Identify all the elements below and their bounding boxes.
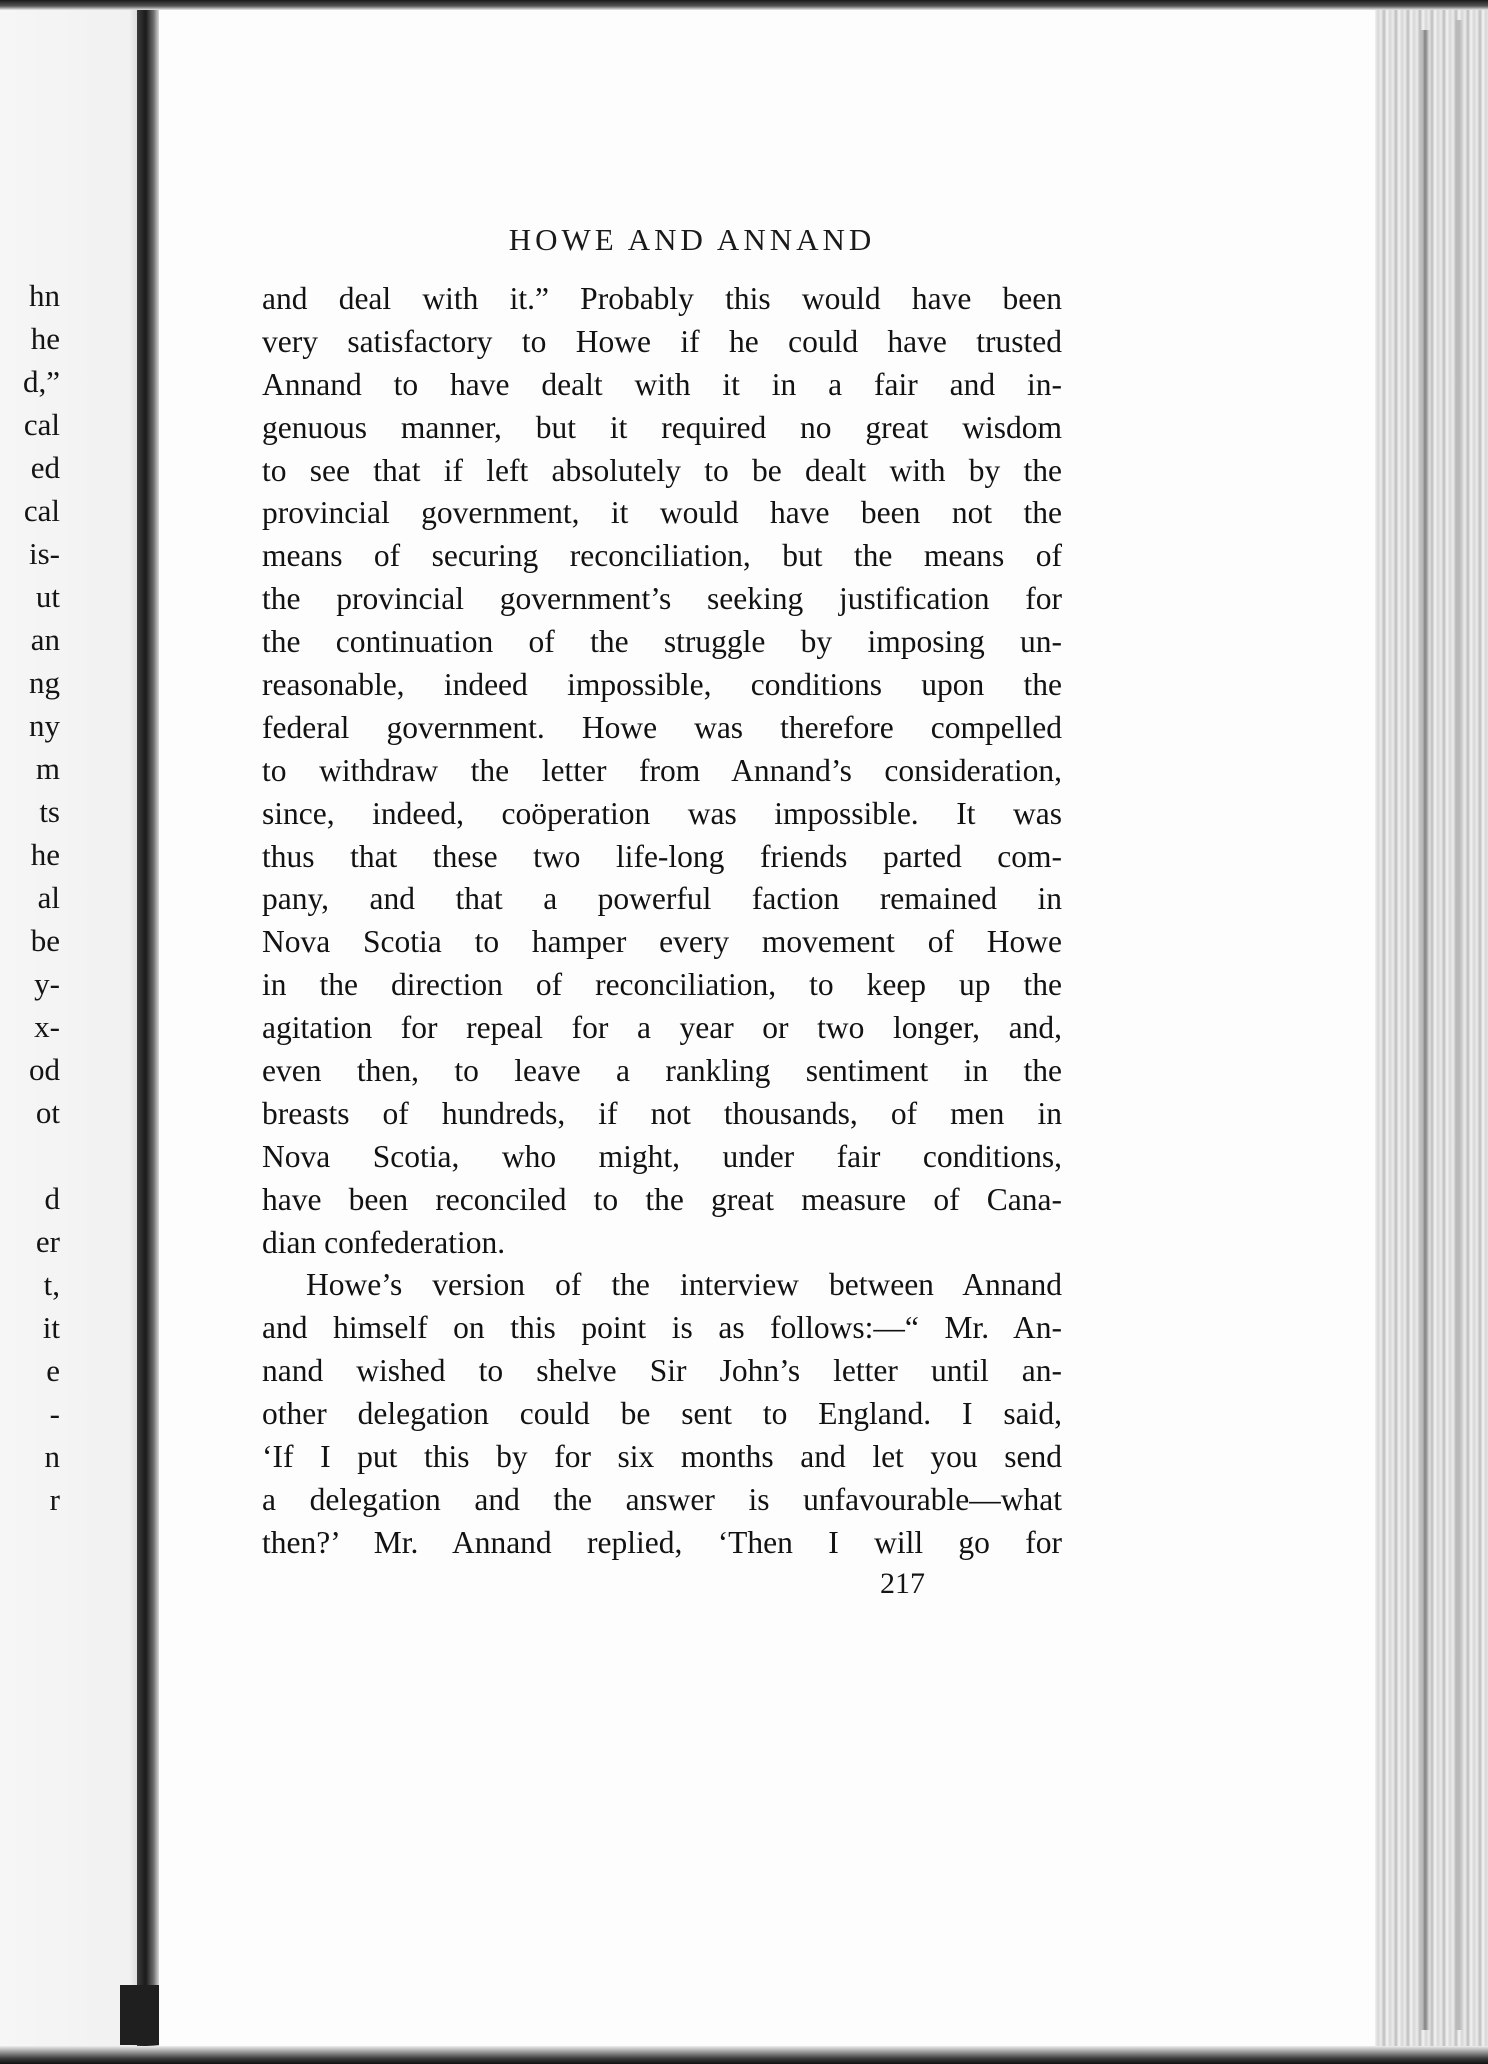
- fragment-line: he: [30, 837, 60, 872]
- text-line: to withdraw the letter from Annand’s consideration,: [262, 752, 1062, 788]
- fragment-line: cal: [23, 407, 60, 442]
- text-line: federal government. Howe was therefore compelled: [262, 709, 1062, 745]
- text-line: Annand to have dealt with it in a fair and in-: [262, 366, 1062, 402]
- text-line: very satisfactory to Howe if he could have trusted: [262, 323, 1062, 359]
- text-line: provincial government, it would have been not the: [262, 495, 1062, 531]
- text-line: and himself on this point is as follows:—“ Mr. An-: [262, 1310, 1062, 1346]
- fragment-line: ed: [30, 450, 60, 485]
- fragment-line: od: [29, 1052, 60, 1087]
- fragment-line: an: [30, 622, 60, 657]
- fragment-line: he: [30, 321, 60, 356]
- gutter-shadow: [120, 1985, 160, 2045]
- text-line: other delegation could be sent to England. I said,: [262, 1396, 1062, 1432]
- fragment-line: ot: [35, 1095, 60, 1130]
- text-line: dian confederation.: [262, 1224, 506, 1260]
- text-line: a delegation and the answer is unfavourable—what: [262, 1481, 1062, 1517]
- fragment-line: be: [30, 923, 60, 958]
- fore-edge-shadow: [1420, 30, 1430, 2030]
- fragment-line: ts: [39, 794, 60, 829]
- page-fore-edge: [1375, 0, 1488, 2064]
- text-line: to see that if left absolutely to be dealt with by the: [262, 452, 1062, 488]
- text-line: the provincial government’s seeking justification for: [262, 581, 1062, 617]
- text-line: reasonable, indeed impossible, conditions upon the: [262, 667, 1062, 703]
- fragment-line: er: [35, 1224, 60, 1259]
- text-line: and deal with it.” Probably this would have been: [262, 281, 1062, 316]
- text-line: thus that these two life-long friends parted com-: [262, 838, 1062, 874]
- fragment-line: -: [49, 1396, 60, 1431]
- text-line: then?’ Mr. Annand replied, ‘Then I will go for: [262, 1524, 1062, 1560]
- fragment-line: x-: [34, 1009, 60, 1044]
- text-line: agitation for repeal for a year or two longer, and,: [262, 1010, 1062, 1046]
- fragment-line: r: [49, 1482, 60, 1517]
- text-line: Nova Scotia to hamper every movement of Howe: [262, 924, 1062, 960]
- text-line: in the direction of reconciliation, to keep up the: [262, 967, 1062, 1003]
- text-line: breasts of hundreds, if not thousands, of men in: [262, 1095, 1062, 1131]
- text-line: since, indeed, coöperation was impossible. It was: [262, 795, 1062, 831]
- left-page: [0, 0, 152, 2064]
- scan-top-edge: [0, 0, 1488, 10]
- text-line: Howe’s version of the interview between Annand: [306, 1267, 1062, 1303]
- text-line: ‘If I put this by for six months and let you send: [262, 1439, 1062, 1475]
- text-line: nand wished to shelve Sir John’s letter until an-: [262, 1353, 1062, 1389]
- fragment-line: n: [44, 1439, 60, 1474]
- text-line: the continuation of the struggle by imposing un-: [262, 624, 1062, 660]
- text-line: pany, and that a powerful faction remained in: [262, 881, 1062, 917]
- fragment-line: ut: [35, 579, 60, 614]
- fragment-line: it: [42, 1310, 60, 1345]
- fragment-line: al: [37, 880, 60, 915]
- page-body: [262, 278, 1062, 1565]
- fragment-line: t,: [43, 1267, 60, 1302]
- fragment-line: d: [44, 1181, 60, 1216]
- book-gutter: [137, 0, 159, 2064]
- fragment-line: ny: [29, 708, 60, 743]
- fragment-line: e: [46, 1353, 60, 1388]
- text-line: have been reconciled to the great measure of Cana-: [262, 1181, 1062, 1217]
- text-line: genuous manner, but it required no great wisdom: [262, 409, 1062, 445]
- fragment-line: d,”: [22, 364, 60, 399]
- fragment-line: ng: [29, 665, 60, 700]
- fragment-line: m: [35, 751, 60, 786]
- fragment-line: y-: [34, 966, 60, 1001]
- scan-bottom-edge: [0, 2046, 1488, 2064]
- fragment-line: hn: [29, 278, 60, 313]
- fragment-line: is-: [29, 536, 60, 571]
- fragment-line: cal: [23, 493, 60, 528]
- running-header: HOWE AND ANNAND: [508, 222, 876, 257]
- page-number: 217: [880, 1567, 925, 1600]
- fore-edge-shadow: [1455, 20, 1463, 2030]
- text-line: Nova Scotia, who might, under fair conditions,: [262, 1138, 1062, 1174]
- text-line: even then, to leave a rankling sentiment in the: [262, 1053, 1062, 1089]
- text-line: means of securing reconciliation, but the means of: [262, 538, 1062, 574]
